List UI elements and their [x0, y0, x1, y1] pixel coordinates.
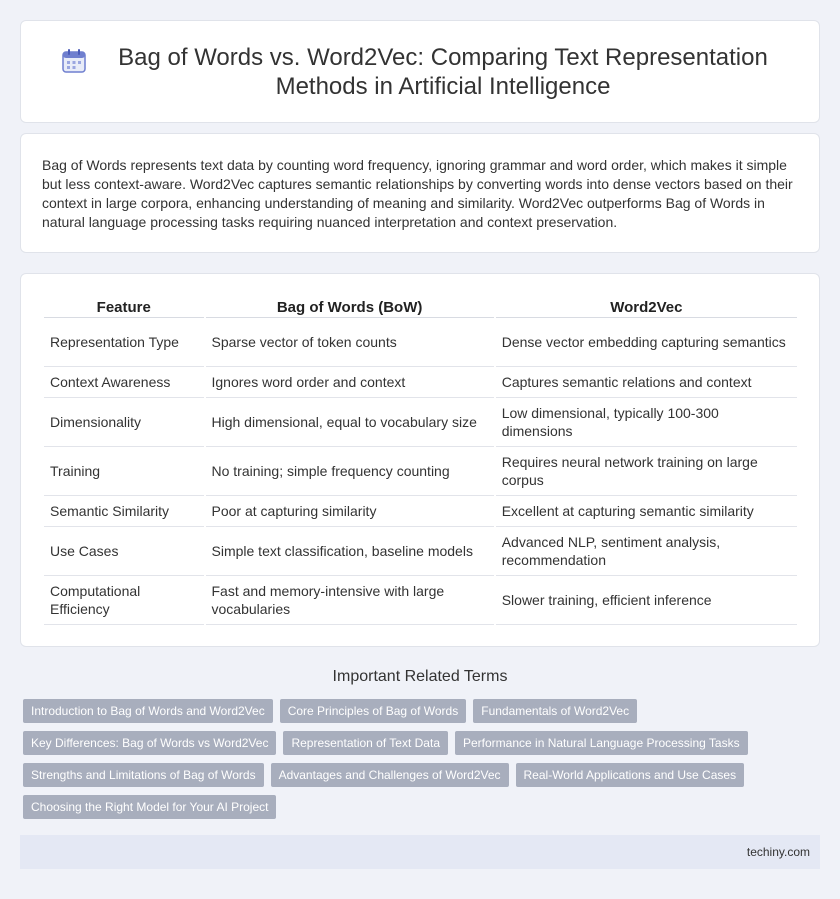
related-tag[interactable]: Strengths and Limitations of Bag of Words — [23, 763, 264, 787]
tag-row — [23, 699, 803, 723]
table-cell: Dense vector embedding capturing semantics — [496, 318, 797, 367]
table-row — [44, 496, 797, 527]
table-row — [44, 398, 797, 447]
calendar-icon — [60, 47, 88, 75]
tag-row — [23, 731, 803, 755]
table-cell: Training — [44, 447, 204, 496]
table-cell: Sparse vector of token counts — [206, 318, 494, 367]
table-cell: Context Awareness — [44, 367, 204, 398]
header-bow: Bag of Words (BoW) — [206, 294, 494, 318]
table-cell: High dimensional, equal to vocabulary size — [206, 398, 494, 447]
table-cell: Simple text classification, baseline models — [206, 527, 494, 576]
intro-card — [20, 133, 820, 253]
related-tag[interactable]: Key Differences: Bag of Words vs Word2Vec — [23, 731, 276, 755]
table-cell: Fast and memory-intensive with large vocabularies — [206, 576, 494, 625]
table-cell: Semantic Similarity — [44, 496, 204, 527]
table-row — [44, 447, 797, 496]
table-cell: Excellent at capturing semantic similarity — [496, 496, 797, 527]
intro-paragraph: Bag of Words represents text data by counting word frequency, ignoring grammar and word order, which makes it simple but less context-aware. Word2Vec captures semantic relationships by converting words into dense vectors based on their context in large corpora, enhancing understanding of meaning and similarity. Word2Vec outperforms Bag of Words in natural language processing tasks requiring nuanced interpretation and context preservation. — [42, 157, 793, 230]
tag-row — [23, 795, 803, 819]
header-word2vec: Word2Vec — [496, 294, 797, 318]
comparison-table — [42, 294, 799, 625]
table-row — [44, 527, 797, 576]
footer — [20, 835, 820, 869]
related-tag[interactable]: Representation of Text Data — [283, 731, 448, 755]
table-cell: Representation Type — [44, 318, 204, 367]
related-tag[interactable]: Fundamentals of Word2Vec — [473, 699, 637, 723]
tag-row — [23, 763, 803, 787]
table-cell: Poor at capturing similarity — [206, 496, 494, 527]
table-cell: Use Cases — [44, 527, 204, 576]
title-wrap — [60, 43, 780, 101]
table-header-row — [44, 294, 797, 318]
table-row — [44, 576, 797, 625]
comparison-card — [20, 273, 820, 647]
footer-site[interactable]: techiny.com — [746, 845, 810, 859]
table-cell: No training; simple frequency counting — [206, 447, 494, 496]
related-tag[interactable]: Performance in Natural Language Processing Tasks — [455, 731, 748, 755]
title-card — [20, 20, 820, 123]
related-terms-title: Important Related Terms — [332, 668, 508, 685]
related-tags — [23, 699, 803, 827]
related-tag[interactable]: Real-World Applications and Use Cases — [516, 763, 745, 787]
page-title: Bag of Words vs. Word2Vec: Comparing Text Representation Methods in Artificial Intelligence — [118, 43, 768, 100]
table-cell: Ignores word order and context — [206, 367, 494, 398]
table-cell: Computational Efficiency — [44, 576, 204, 625]
related-tag[interactable]: Introduction to Bag of Words and Word2Vec — [23, 699, 273, 723]
table-row — [44, 318, 797, 367]
related-tag[interactable]: Core Principles of Bag of Words — [280, 699, 467, 723]
related-tag[interactable]: Advantages and Challenges of Word2Vec — [271, 763, 509, 787]
table-cell: Requires neural network training on large corpus — [496, 447, 797, 496]
table-cell: Low dimensional, typically 100-300 dimensions — [496, 398, 797, 447]
header-feature: Feature — [44, 294, 204, 318]
table-row — [44, 367, 797, 398]
table-cell: Dimensionality — [44, 398, 204, 447]
related-tag[interactable]: Choosing the Right Model for Your AI Project — [23, 795, 276, 819]
table-cell: Advanced NLP, sentiment analysis, recommendation — [496, 527, 797, 576]
table-cell: Captures semantic relations and context — [496, 367, 797, 398]
table-cell: Slower training, efficient inference — [496, 576, 797, 625]
